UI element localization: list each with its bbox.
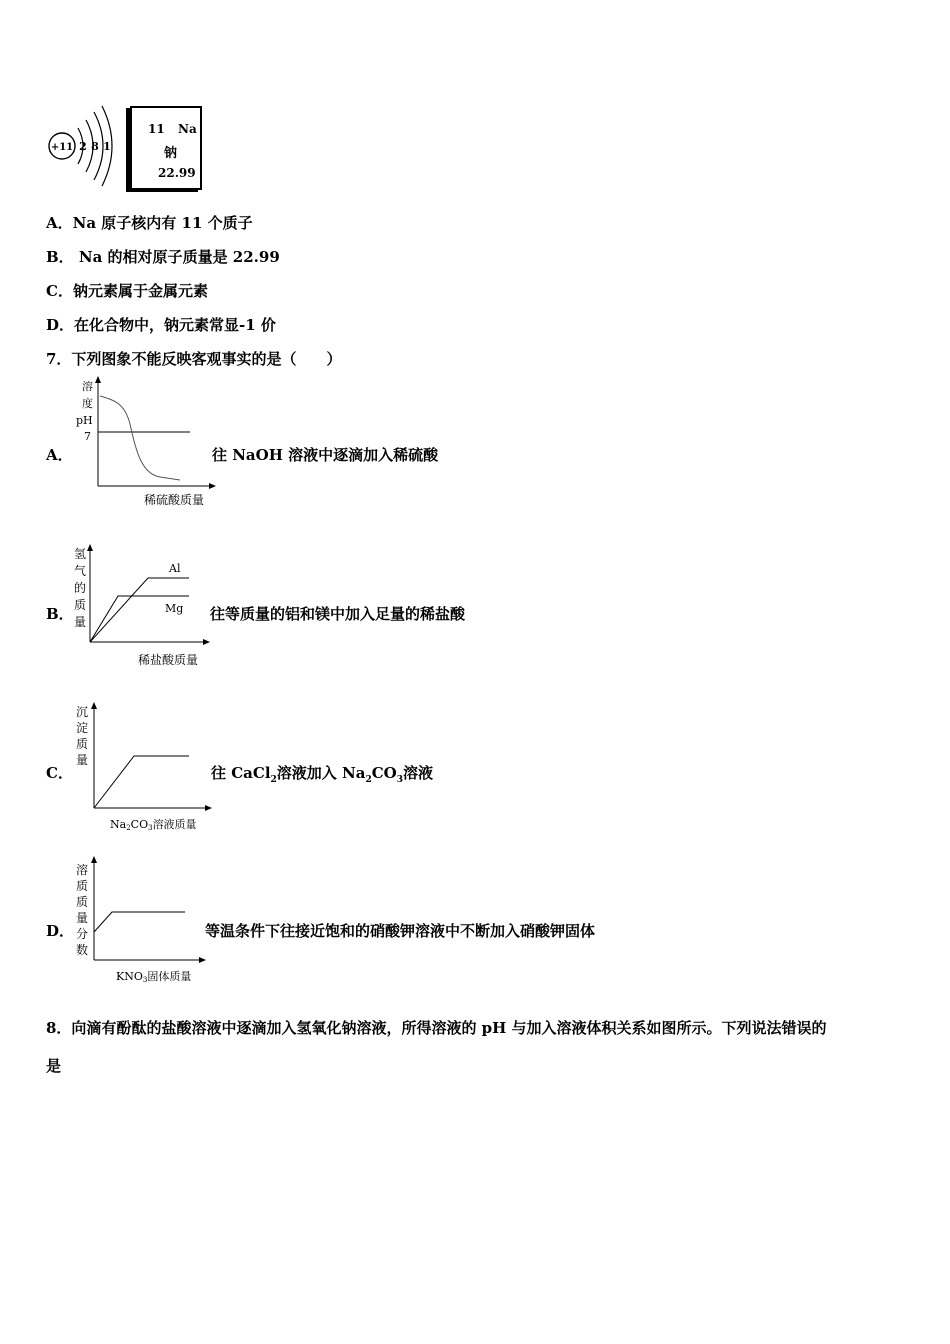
- y-label-char-4: 量: [76, 911, 89, 925]
- ph-curve: [100, 396, 180, 480]
- y-label-char-6: 数: [76, 943, 89, 957]
- option-text: 在化合物中，钠元素常显-1 价: [74, 316, 276, 334]
- q7-option-a-text: 往 NaOH 溶液中逐滴加入稀硫酸: [212, 446, 439, 464]
- shell-2-electrons: 8: [91, 140, 99, 153]
- series-al-label: Al: [169, 562, 181, 575]
- x-label: 稀盐酸质量: [138, 653, 199, 667]
- option-text: 钠元素属于金属元素: [72, 282, 208, 300]
- subscript: 3: [396, 775, 403, 785]
- y-tick-7: 7: [84, 430, 91, 443]
- option-text: Na 原子核内有 11 个质子: [72, 214, 253, 232]
- x-axis-arrow: [209, 483, 216, 489]
- element-symbol: Na: [178, 122, 197, 136]
- option-letter: D．: [46, 316, 75, 334]
- x-label: 稀硫酸质量: [144, 493, 205, 507]
- shell-3-electrons: 1: [103, 140, 111, 153]
- text-part: 溶液: [403, 764, 434, 782]
- element-name: 钠: [164, 146, 178, 161]
- option-text: Na 的相对原子质量是 22.99: [73, 248, 280, 266]
- q6-option-d: [46, 314, 276, 335]
- y-label-char-5: 分: [76, 927, 89, 941]
- y-label-char-5: 量: [74, 615, 87, 629]
- option-letter: A．: [46, 214, 73, 232]
- q6-option-a: [46, 212, 253, 233]
- series-mg-label: Mg: [165, 602, 184, 615]
- option-letter: C．: [46, 282, 73, 300]
- q7-chart-a: [70, 374, 220, 512]
- text-part: 往 CaCl: [211, 764, 271, 782]
- y-label-char-1: 氢: [74, 547, 87, 561]
- option-letter: B．: [46, 248, 74, 266]
- y-label-char-4: 量: [76, 753, 89, 767]
- shell-1-electrons: 2: [79, 140, 87, 153]
- y-label-char-1: 溶: [76, 863, 89, 877]
- y-axis-arrow: [87, 544, 93, 551]
- y-axis-arrow: [91, 702, 97, 709]
- y-label-char-2: 质: [76, 879, 89, 893]
- y-label-char-4: 质: [74, 598, 87, 612]
- y-axis-arrow: [95, 376, 101, 383]
- q8-line-1: 8．向滴有酚酞的盐酸溶液中逐滴加入氢氧化钠溶液，所得溶液的 pH 与加入溶液体积关系如图所示。下列说法错误的: [46, 1019, 827, 1037]
- q7-chart-c: [70, 698, 220, 834]
- y-label-char-2: 淀: [76, 721, 89, 735]
- q7-chart-b: [70, 540, 220, 672]
- q7-option-a-letter: A．: [46, 446, 73, 464]
- subscript: 2: [270, 775, 277, 785]
- atomic-number: 11: [148, 122, 165, 136]
- y-label-char-3: 质: [76, 895, 89, 909]
- nucleus-charge: +11: [50, 142, 74, 153]
- q7-title: 7．下列图象不能反映客观事实的是（ ）: [46, 350, 342, 368]
- x-axis-arrow: [199, 957, 206, 963]
- y-axis-arrow: [91, 856, 97, 863]
- q6-option-c: [46, 280, 208, 301]
- y-label-char-2: 气: [74, 564, 87, 578]
- atomic-mass: 22.99: [158, 166, 196, 180]
- q7-option-d-letter: D．: [46, 922, 75, 940]
- sodium-atom-structure-diagram: [46, 100, 121, 190]
- y-label-char-3: 的: [74, 581, 87, 595]
- y-label-3: pH: [76, 414, 93, 427]
- q7-option-b-text: 往等质量的铝和镁中加入足量的稀盐酸: [210, 605, 466, 623]
- y-label-char-3: 质: [76, 737, 89, 751]
- q7-chart-d: [70, 852, 220, 988]
- periodic-table-element-card: [130, 106, 202, 190]
- x-label: KNO3固体质量: [116, 970, 192, 984]
- x-label: Na2CO3溶液质量: [110, 818, 197, 832]
- q7-option-d-text: 等温条件下往接近饱和的硝酸钾溶液中不断加入硝酸钾固体: [205, 922, 596, 940]
- q7-option-c-letter: C．: [46, 764, 73, 782]
- precipitate-line: [94, 756, 189, 808]
- y-label-2: 度: [82, 397, 93, 410]
- mass-fraction-line: [94, 912, 185, 932]
- x-axis-arrow: [203, 639, 210, 645]
- q7-option-b-letter: B．: [46, 605, 74, 623]
- subscript: 2: [365, 775, 372, 785]
- text-part: 溶液加入 Na: [276, 764, 366, 782]
- y-label-char-1: 沉: [76, 705, 89, 719]
- y-label-1: 溶: [82, 380, 93, 393]
- q6-option-b: [46, 246, 280, 267]
- q8-line-2: 是: [46, 1057, 62, 1075]
- text-part: CO: [371, 764, 397, 782]
- q7-option-c-text: [211, 762, 433, 785]
- x-axis-arrow: [205, 805, 212, 811]
